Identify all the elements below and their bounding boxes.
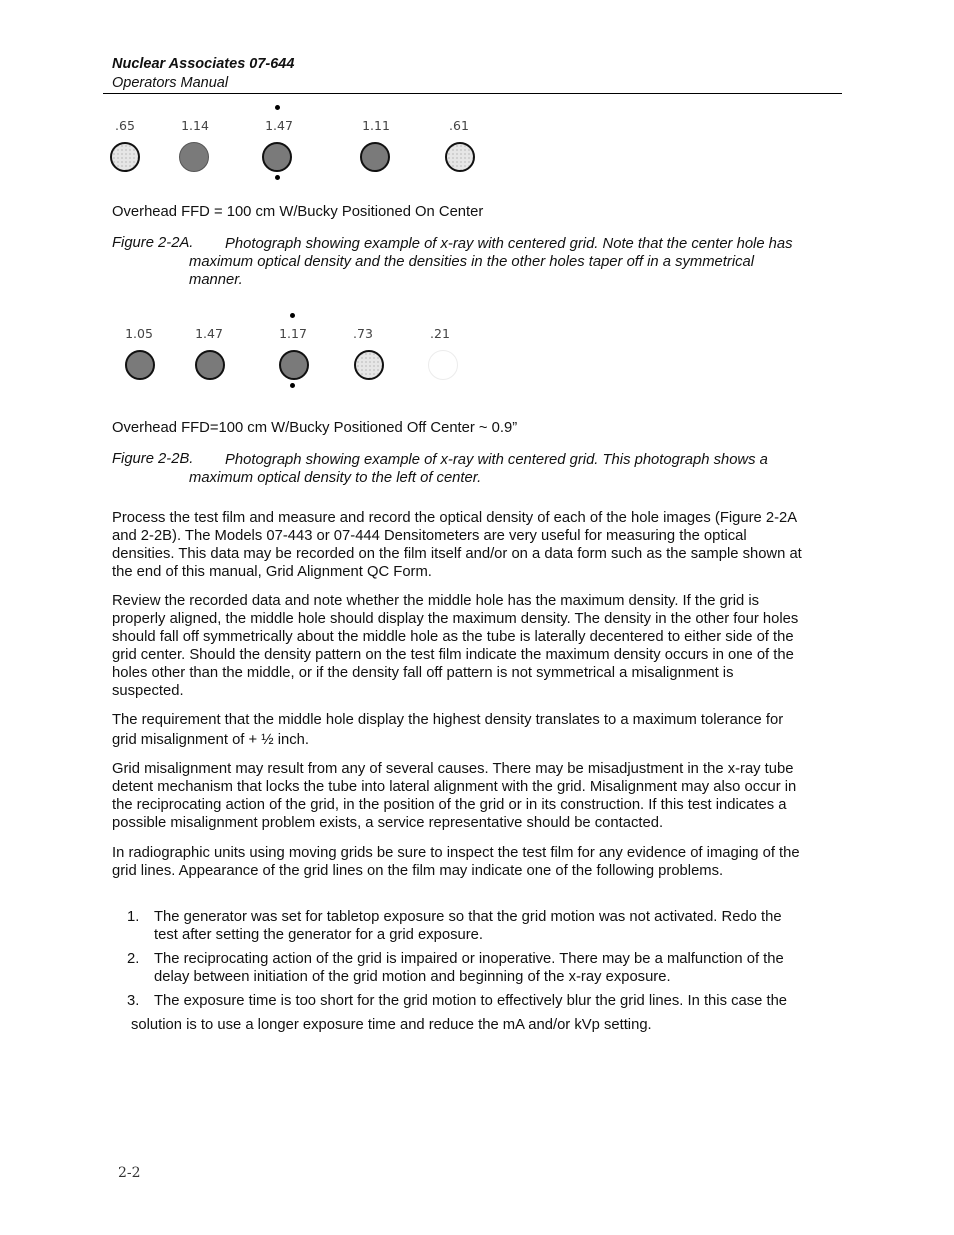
list-number: 3. — [127, 993, 140, 1009]
list-item-line: The generator was set for tabletop exposure so that the grid motion was not activated. Redo the — [154, 909, 782, 925]
figure-caption-line: maximum optical density and the densities in the other holes taper off in a symmetrical — [189, 254, 755, 270]
density-label: 1.47 — [195, 326, 223, 341]
list-number: 1. — [127, 909, 140, 925]
density-label: .21 — [430, 326, 450, 341]
list-item-line: delay between initiation of the grid motion and beginning of the x-ray exposure. — [154, 969, 671, 985]
figure-setup-text: Overhead FFD=100 cm W/Bucky Positioned Off Center ~ 0.9” — [112, 420, 518, 436]
paragraph-line: Review the recorded data and note whether the middle hole has the maximum density. If the grid is — [112, 593, 760, 609]
figure-setup-text: Overhead FFD = 100 cm W/Bucky Positioned On Center — [112, 204, 484, 220]
list-item-line: The reciprocating action of the grid is impaired or inoperative. There may be a malfunction of the — [154, 951, 784, 967]
density-label: 1.14 — [181, 118, 209, 133]
paragraph-line: detent mechanism that locks the tube into lateral alignment with the grid. Misalignment may also occur in — [112, 779, 797, 795]
film-hole-image — [262, 142, 292, 172]
paragraph-line: should fall off symmetrically about the middle hole as the tube is laterally decentered to either side of the — [112, 629, 794, 645]
list-continuation-line: solution is to use a longer exposure time and reduce the mA and/or kVp setting. — [131, 1017, 652, 1033]
figure-caption-line: maximum optical density to the left of center. — [189, 470, 482, 486]
document-title: Nuclear Associates 07-644 — [112, 56, 295, 72]
film-hole-image — [360, 142, 390, 172]
paragraph-line: properly aligned, the middle hole should display the maximum density. The density in the other four holes — [112, 611, 799, 627]
film-hole-image — [354, 350, 384, 380]
paragraph-line: The requirement that the middle hole display the highest density translates to a maximum tolerance for — [112, 712, 784, 728]
paragraph-line: densities. This data may be recorded on the film itself and/or on a data form such as the sample shown at — [112, 546, 802, 562]
paragraph-line: the end of this manual, Grid Alignment QC Form. — [112, 564, 432, 580]
page-number: 2-2 — [118, 1165, 141, 1181]
paragraph-line: grid misalignment of + ½ inch. — [112, 732, 309, 748]
paragraph-line: Process the test film and measure and record the optical density of each of the hole images (Figure 2-2A — [112, 510, 798, 526]
document-subtitle: Operators Manual — [112, 75, 229, 91]
density-label: .61 — [449, 118, 469, 133]
film-hole-image — [110, 142, 140, 172]
paragraph-line: the reciprocating action of the grid, in the position of the grid or in its construction. If this test indicates a — [112, 797, 787, 813]
center-marker-dot — [275, 175, 280, 180]
film-hole-image — [195, 350, 225, 380]
density-label: 1.11 — [362, 118, 390, 133]
center-marker-dot — [275, 105, 280, 110]
figure-caption-line: manner. — [189, 272, 243, 288]
list-item-line: The exposure time is too short for the grid motion to effectively blur the grid lines. In this case the — [154, 993, 788, 1009]
paragraph-line: In radiographic units using moving grids be sure to inspect the test film for any evidence of imaging of the — [112, 845, 800, 861]
density-label: 1.17 — [279, 326, 307, 341]
film-hole-image — [125, 350, 155, 380]
density-label: 1.47 — [265, 118, 293, 133]
paragraph-line: Grid misalignment may result from any of several causes. There may be misadjustment in the x-ray tube — [112, 761, 794, 777]
film-hole-image — [428, 350, 458, 380]
figure-caption-line: Photograph showing example of x-ray with centered grid. This photograph shows a — [225, 452, 768, 468]
film-hole-image — [279, 350, 309, 380]
center-marker-dot — [290, 383, 295, 388]
list-item-line: test after setting the generator for a grid exposure. — [154, 927, 484, 943]
paragraph-line: and 2-2B). The Models 07-443 or 07-444 Densitometers are very useful for measuring the optical — [112, 528, 747, 544]
paragraph-line: grid lines. Appearance of the grid lines on the film may indicate one of the following problems. — [112, 863, 724, 879]
figure-caption-line: Photograph showing example of x-ray with centered grid. Note that the center hole has — [225, 236, 793, 252]
list-number: 2. — [127, 951, 140, 967]
paragraph-line: possible misalignment problem exists, a service representative should be contacted. — [112, 815, 664, 831]
paragraph-line: suspected. — [112, 683, 184, 699]
film-hole-image — [179, 142, 209, 172]
header-divider — [103, 93, 842, 94]
figure-caption-label: Figure 2-2B. — [112, 451, 194, 467]
paragraph-line: holes other than the middle, or if the density fall off pattern is not symmetrical a misalignment is — [112, 665, 734, 681]
density-label: .65 — [115, 118, 135, 133]
figure-caption-label: Figure 2-2A. — [112, 235, 194, 251]
film-hole-image — [445, 142, 475, 172]
paragraph-line: grid center. Should the density pattern on the test film indicate the maximum density occurs in one of the — [112, 647, 794, 663]
center-marker-dot — [290, 313, 295, 318]
density-label: .73 — [353, 326, 373, 341]
density-label: 1.05 — [125, 326, 153, 341]
